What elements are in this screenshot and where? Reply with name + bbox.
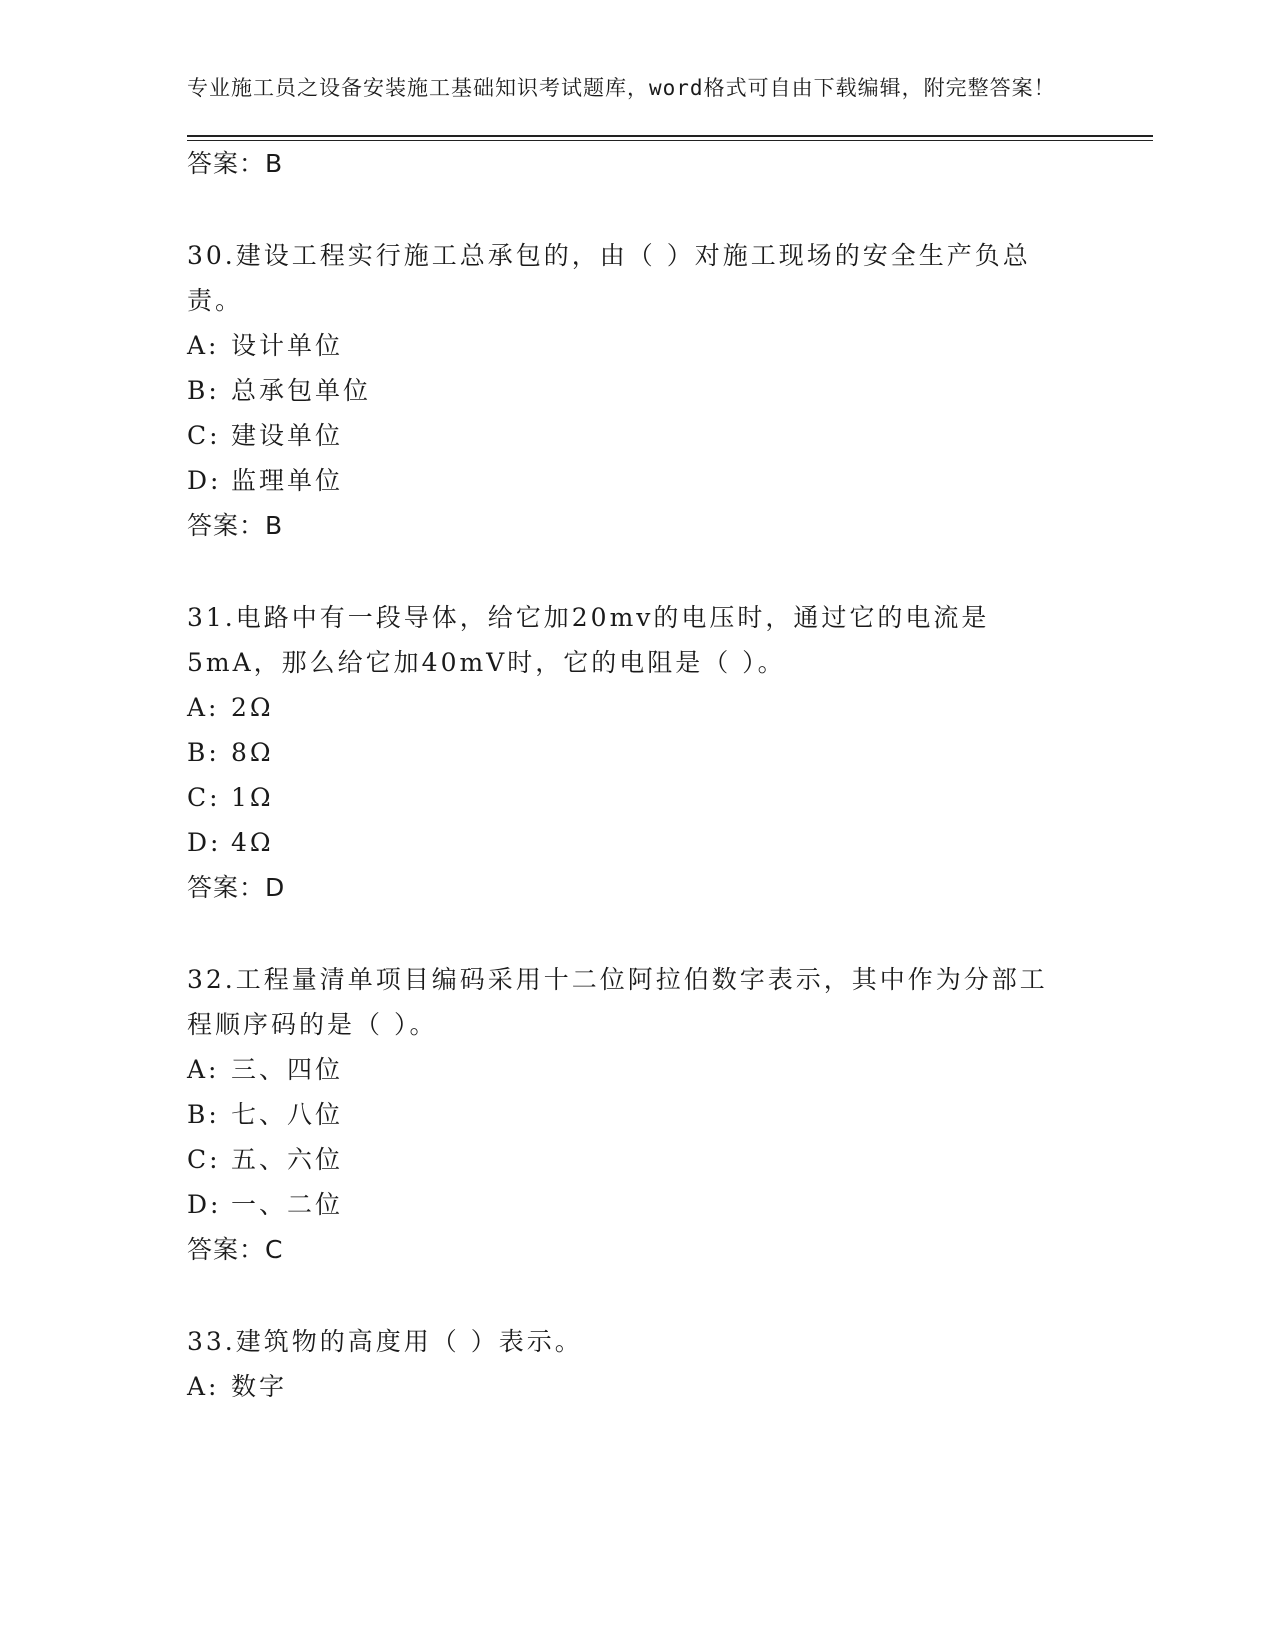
question-33: [187, 1319, 1147, 1409]
question-stem: 30.建设工程实行施工总承包的，由（ ）对施工现场的安全生产负总责。: [187, 241, 1031, 315]
option-d: D: 4Ω: [187, 828, 274, 857]
question-32: [187, 957, 1147, 1272]
option-b: B: 七、八位: [187, 1100, 344, 1129]
answer-line: 答案：C: [187, 1235, 284, 1264]
option-a: A: 数字: [187, 1372, 288, 1401]
question-stem: 32.工程量清单项目编码采用十二位阿拉伯数字表示，其中作为分部工程顺序码的是（ ）。: [187, 965, 1048, 1039]
option-a: A: 三、四位: [187, 1055, 344, 1084]
option-c: C: 1Ω: [187, 783, 274, 812]
option-b: B: 8Ω: [187, 738, 274, 767]
document-page: [187, 72, 1147, 1409]
option-b: B: 总承包单位: [187, 376, 372, 405]
answer-line: 答案：D: [187, 873, 286, 902]
question-stem: 33.建筑物的高度用（ ）表示。: [187, 1327, 583, 1356]
option-c: C: 五、六位: [187, 1145, 344, 1174]
option-a: A: 2Ω: [187, 693, 274, 722]
option-c: C: 建设单位: [187, 421, 344, 450]
answer-line: 答案：B: [187, 511, 284, 540]
option-a: A: 设计单位: [187, 331, 344, 360]
option-d: D: 监理单位: [187, 466, 344, 495]
document-header: 专业施工员之设备安装施工基础知识考试题库，word格式可自由下载编辑，附完整答案！: [187, 76, 1056, 100]
question-31: [187, 595, 1147, 910]
question-30: [187, 233, 1147, 548]
question-stem: 31.电路中有一段导体，给它加20mv的电压时，通过它的电流是5mA，那么给它加40mV时，它的电阻是（ ）。: [187, 603, 990, 677]
option-d: D: 一、二位: [187, 1190, 344, 1219]
answer-line: 答案：B: [187, 149, 284, 178]
